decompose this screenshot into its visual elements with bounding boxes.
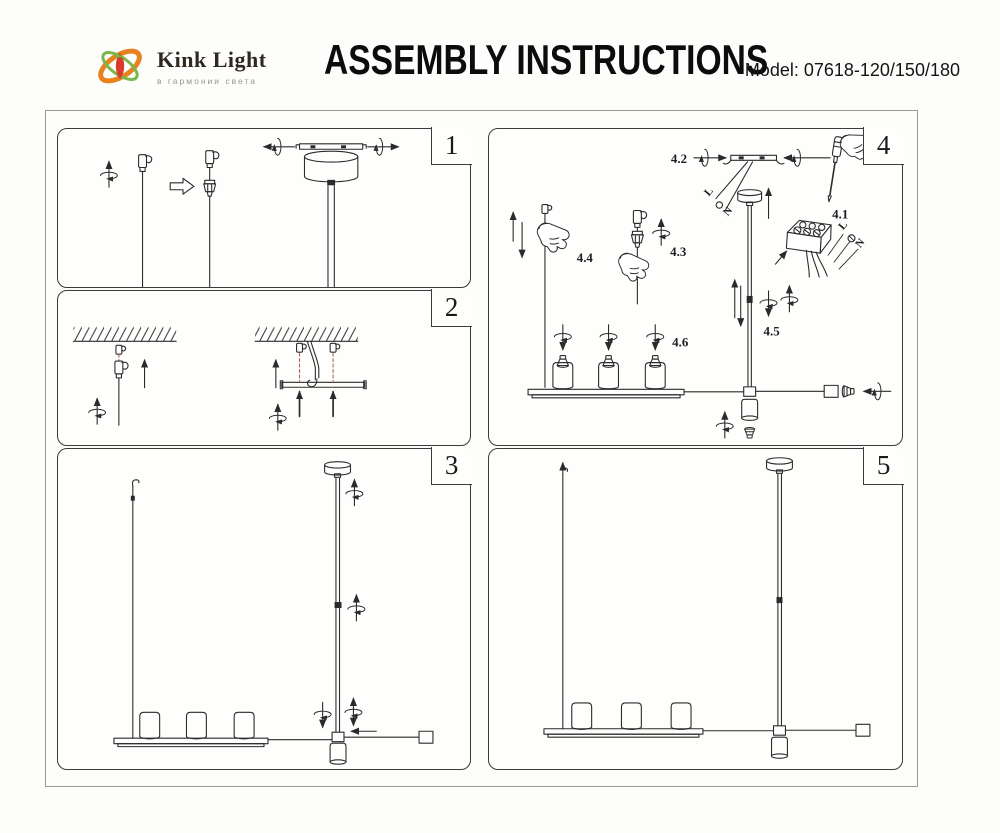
fixture-bar <box>528 389 684 394</box>
wire-hook <box>542 205 552 214</box>
ceiling-hatch <box>73 326 176 342</box>
lamp-shade <box>671 703 691 729</box>
neutral-label: N <box>720 204 736 219</box>
step-5-panel <box>488 448 903 770</box>
junction-box <box>774 726 786 735</box>
hanging-shade <box>742 399 758 420</box>
step-5-drawing <box>489 449 902 769</box>
arm-end-socket <box>824 385 838 397</box>
rotate-icon <box>348 595 365 621</box>
lamp-shade <box>186 712 206 738</box>
ceiling-hatch <box>255 326 358 342</box>
lamp-shade <box>599 363 619 389</box>
wire-hanger <box>633 210 646 227</box>
step-3-panel <box>57 448 471 770</box>
arm-end-socket <box>856 724 870 736</box>
rotate-icon <box>653 219 670 245</box>
hand-icon <box>617 249 651 283</box>
callout-4-6: 4.6 <box>672 334 689 350</box>
brand-name: Kink Light <box>157 46 267 72</box>
hand-icon <box>535 218 572 255</box>
terminal-wires <box>806 250 827 277</box>
mounting-bar <box>300 144 363 149</box>
wire-hanger <box>206 151 219 168</box>
hanging-shade <box>772 737 788 758</box>
junction-box <box>332 732 344 741</box>
lamp-shade <box>140 712 160 738</box>
neutral-label: N <box>853 236 868 251</box>
lamp-shade <box>621 703 641 729</box>
ceiling-hook <box>297 343 307 352</box>
callout-4-2: 4.2 <box>670 150 688 166</box>
rod-coupler <box>776 597 782 603</box>
callout-4-5: 4.5 <box>763 323 780 339</box>
rotate-icon <box>760 291 777 316</box>
step-1-panel <box>57 128 471 288</box>
rotate-icon <box>89 399 106 425</box>
ceiling-canopy <box>738 190 762 206</box>
bulb-icon <box>603 356 614 368</box>
rotate-icon <box>314 702 331 727</box>
cord-grip <box>631 231 643 247</box>
step-2-drawing <box>58 291 470 445</box>
arm-end-socket <box>419 731 433 743</box>
bulb-icon <box>842 386 854 397</box>
rotate-icon <box>345 698 362 725</box>
rotate-icon <box>716 412 733 438</box>
step-1-drawing <box>58 129 470 287</box>
lamp-shade <box>234 712 254 738</box>
next-step-arrow-icon <box>170 178 194 194</box>
step-number-badge: 4 <box>863 127 904 165</box>
cord-grip <box>204 180 216 196</box>
step-4-panel <box>488 128 903 446</box>
step-number-badge: 3 <box>431 447 472 485</box>
step-number-badge: 5 <box>863 447 904 485</box>
live-label: L <box>836 218 851 233</box>
wire-hanger <box>139 155 152 172</box>
bulb-icon <box>557 356 568 368</box>
page-title: ASSEMBLY INSTRUCTIONS <box>324 36 769 83</box>
rotate-icon <box>647 325 664 350</box>
step-number-badge: 1 <box>431 127 472 165</box>
earth-terminal-icon <box>716 202 722 208</box>
rotate-icon <box>269 405 286 431</box>
step-3-drawing <box>58 449 470 769</box>
mounting-bracket <box>282 382 365 387</box>
rotate-icon <box>781 286 798 312</box>
hanging-shade <box>330 743 346 764</box>
rotate-icon <box>346 480 363 506</box>
ceiling-hook <box>116 345 126 354</box>
insert-arrow-icon <box>775 251 786 264</box>
callout-4-4: 4.4 <box>576 250 593 266</box>
mounting-bracket <box>731 155 777 160</box>
wire-hanger <box>115 361 128 378</box>
bulb-icon <box>745 427 755 438</box>
callout-4-1: 4.1 <box>832 206 849 222</box>
model-number: Model: 07618-120/150/180 <box>744 60 960 80</box>
callout-4-3: 4.3 <box>670 244 687 260</box>
brand-logo <box>92 38 267 94</box>
lamp-shade <box>645 363 665 389</box>
live-label: L <box>702 185 716 199</box>
rod-coupler <box>335 602 342 608</box>
step-2-panel <box>57 290 471 446</box>
bulb-icon <box>650 356 661 368</box>
kink-light-logo-icon <box>92 38 148 94</box>
ceiling-canopy <box>304 151 357 185</box>
wire-hook <box>563 468 568 471</box>
lamp-shade <box>553 363 573 389</box>
instructions-frame <box>45 110 918 787</box>
ceiling-canopy <box>767 458 793 474</box>
wire-hook <box>132 480 139 486</box>
junction-box <box>744 387 756 396</box>
power-cable <box>307 341 315 380</box>
step-4-drawing <box>489 129 902 445</box>
ceiling-hook <box>330 343 340 352</box>
rod-coupler <box>747 296 753 303</box>
step-number-badge: 2 <box>431 289 472 327</box>
rotate-icon <box>554 325 571 350</box>
rotate-icon <box>600 325 617 350</box>
rotate-icon <box>101 162 118 188</box>
lamp-shade <box>572 703 592 729</box>
brand-tagline: в гармонии света <box>157 75 258 86</box>
ceiling-canopy <box>325 462 351 478</box>
terminal-block <box>786 220 831 253</box>
